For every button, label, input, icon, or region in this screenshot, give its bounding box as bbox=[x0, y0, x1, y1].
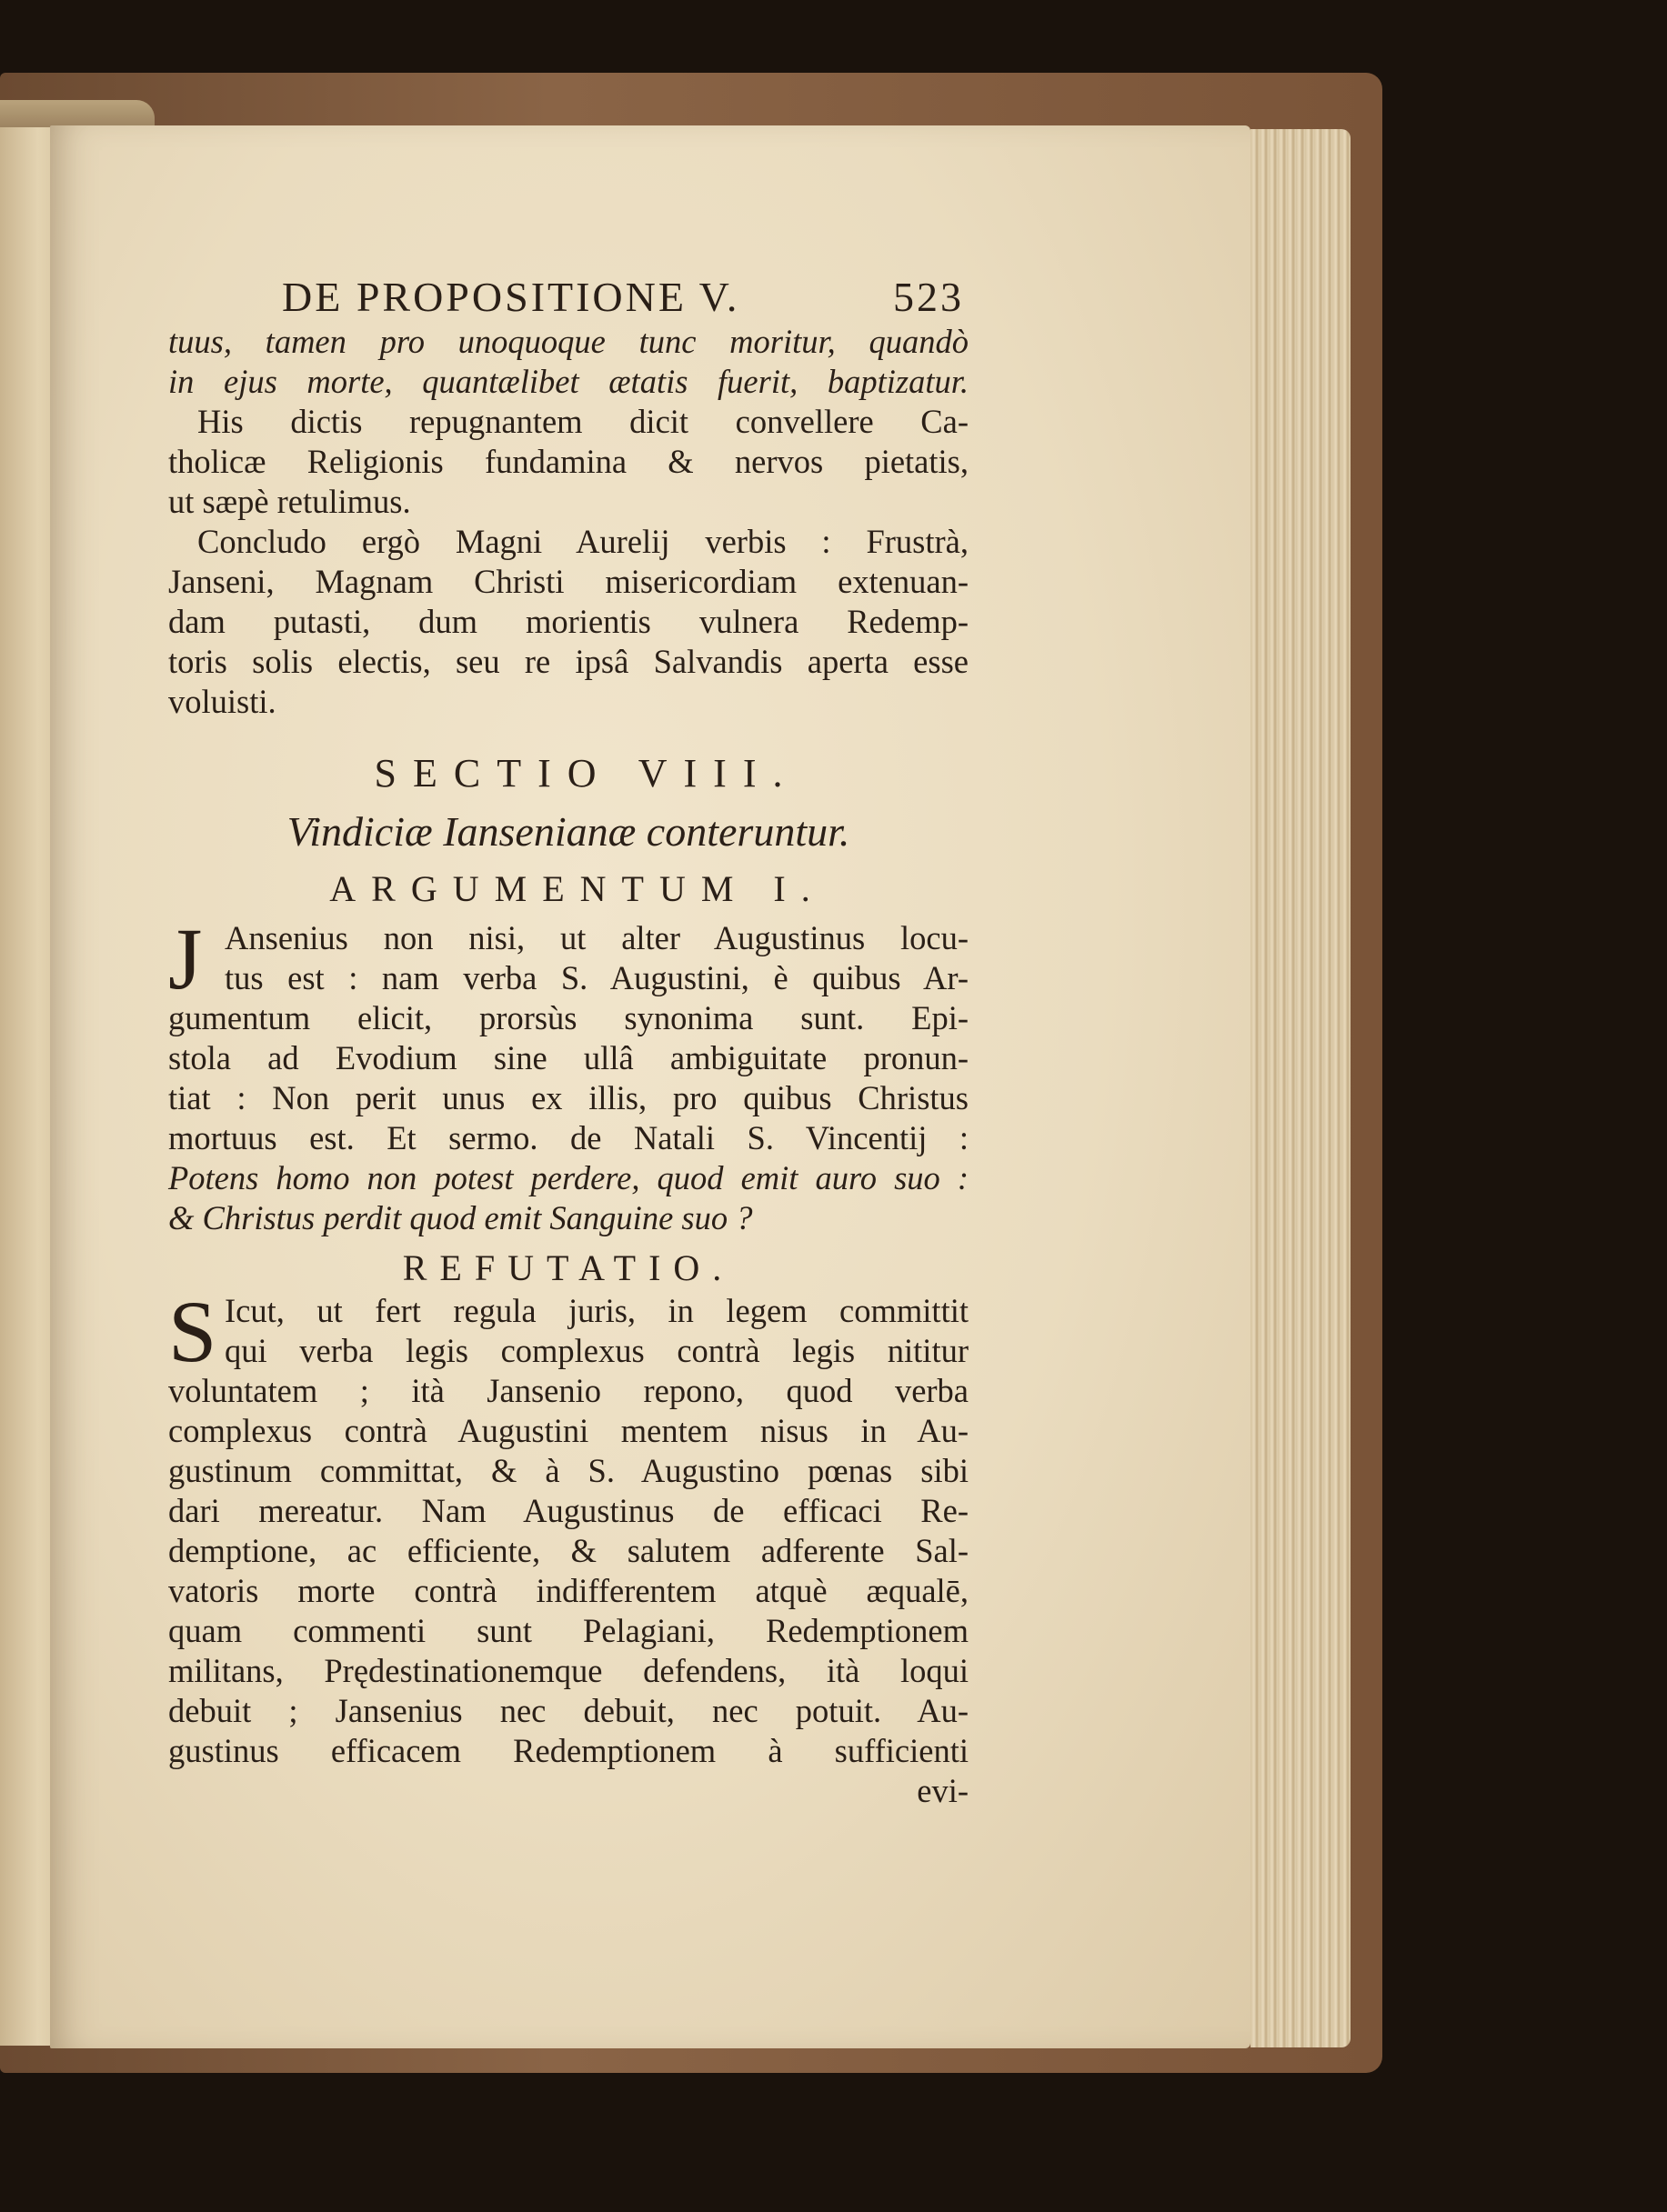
text-line: tuus, tamen pro unoquoque tunc moritur, quandò bbox=[168, 323, 969, 360]
running-header bbox=[282, 273, 964, 322]
argumentum-paragraph bbox=[168, 910, 969, 1238]
text-line: voluisti. bbox=[168, 683, 276, 720]
page-edges bbox=[1250, 129, 1351, 2047]
refutatio-paragraph bbox=[168, 1283, 969, 1771]
text-line: in ejus morte, quantælibet ætatis fuerit, baptizatur. bbox=[168, 363, 969, 400]
drop-cap: J bbox=[168, 910, 203, 1007]
intro-block bbox=[168, 322, 969, 402]
text-line: ut sæpè retulimus. bbox=[168, 483, 411, 520]
text-line: dari mereatur. Nam Augustinus de efficaci Re- bbox=[168, 1492, 969, 1529]
text-line: debuit ; Jansenius nec debuit, nec potuit. Au- bbox=[168, 1692, 969, 1729]
text-line: vatoris morte contrà indifferentem atquè æqualē, bbox=[168, 1572, 969, 1609]
argumentum-heading: ARGUMENTUM I. bbox=[329, 868, 826, 909]
text-line: & Christus perdit quod emit Sanguine suo ? bbox=[168, 1199, 753, 1236]
text-line: Icut, ut fert regula juris, in legem committit bbox=[225, 1292, 969, 1329]
text-line: Potens homo non potest perdere, quod emit auro suo : bbox=[168, 1159, 969, 1196]
paragraph-concludo bbox=[168, 522, 969, 722]
text-line: gumentum elicit, prorsùs synonima sunt. Epi- bbox=[168, 999, 969, 1036]
page-number: 523 bbox=[893, 274, 964, 320]
text-line: stola ad Evodium sine ullâ ambiguitate pronun- bbox=[168, 1039, 969, 1076]
text-line: tus est : nam verba S. Augustini, è quibus Ar- bbox=[225, 959, 969, 996]
text-line: militans, Prędestinationemque defendens, ità loqui bbox=[168, 1652, 969, 1689]
header-title: DE PROPOSITIONE V. bbox=[282, 274, 740, 320]
text-line: His dictis repugnantem dicit convellere Ca- bbox=[197, 403, 969, 440]
text-line: Ansenius non nisi, ut alter Augustinus locu- bbox=[225, 919, 969, 956]
text-line: tiat : Non perit unus ex illis, pro quibus Christus bbox=[168, 1079, 969, 1116]
text-line: gustinum committat, & à S. Augustino pœnas sibi bbox=[168, 1452, 969, 1489]
text-line: demptione, ac efficiente, & salutem adferente Sal- bbox=[168, 1532, 969, 1569]
text-line: complexus contrà Augustini mentem nisus in Au- bbox=[168, 1412, 969, 1449]
drop-cap: S bbox=[168, 1283, 217, 1380]
text-line: Concludo ergò Magni Aurelij verbis : Frustrà, bbox=[197, 523, 969, 560]
text-line: dam putasti, dum morientis vulnera Redemp- bbox=[168, 603, 969, 640]
text-line: toris solis electis, seu re ipsâ Salvandis aperta esse bbox=[168, 643, 969, 680]
page-text bbox=[168, 273, 969, 1811]
text-line: tholicæ Religionis fundamina & nervos pietatis, bbox=[168, 443, 969, 480]
paragraph-his-dictis bbox=[168, 402, 969, 522]
text-line: voluntatem ; ità Jansenio repono, quod verba bbox=[168, 1372, 969, 1409]
text-line: Janseni, Magnam Christi misericordiam extenuan- bbox=[168, 563, 969, 600]
section-subtitle: Vindiciæ Iansenianæ conteruntur. bbox=[286, 808, 850, 855]
text-line: mortuus est. Et sermo. de Natali S. Vincentij : bbox=[168, 1119, 969, 1156]
text-line: gustinus efficacem Redemptionem à sufficienti bbox=[168, 1732, 969, 1769]
section-title: SECTIO VIII. bbox=[374, 751, 799, 796]
catchword: evi- bbox=[917, 1772, 969, 1809]
text-line: qui verba legis complexus contrà legis nititur bbox=[225, 1332, 969, 1369]
text-line: quam commenti sunt Pelagiani, Redemptionem bbox=[168, 1612, 969, 1649]
refutatio-heading: REFUTATIO. bbox=[402, 1247, 735, 1288]
